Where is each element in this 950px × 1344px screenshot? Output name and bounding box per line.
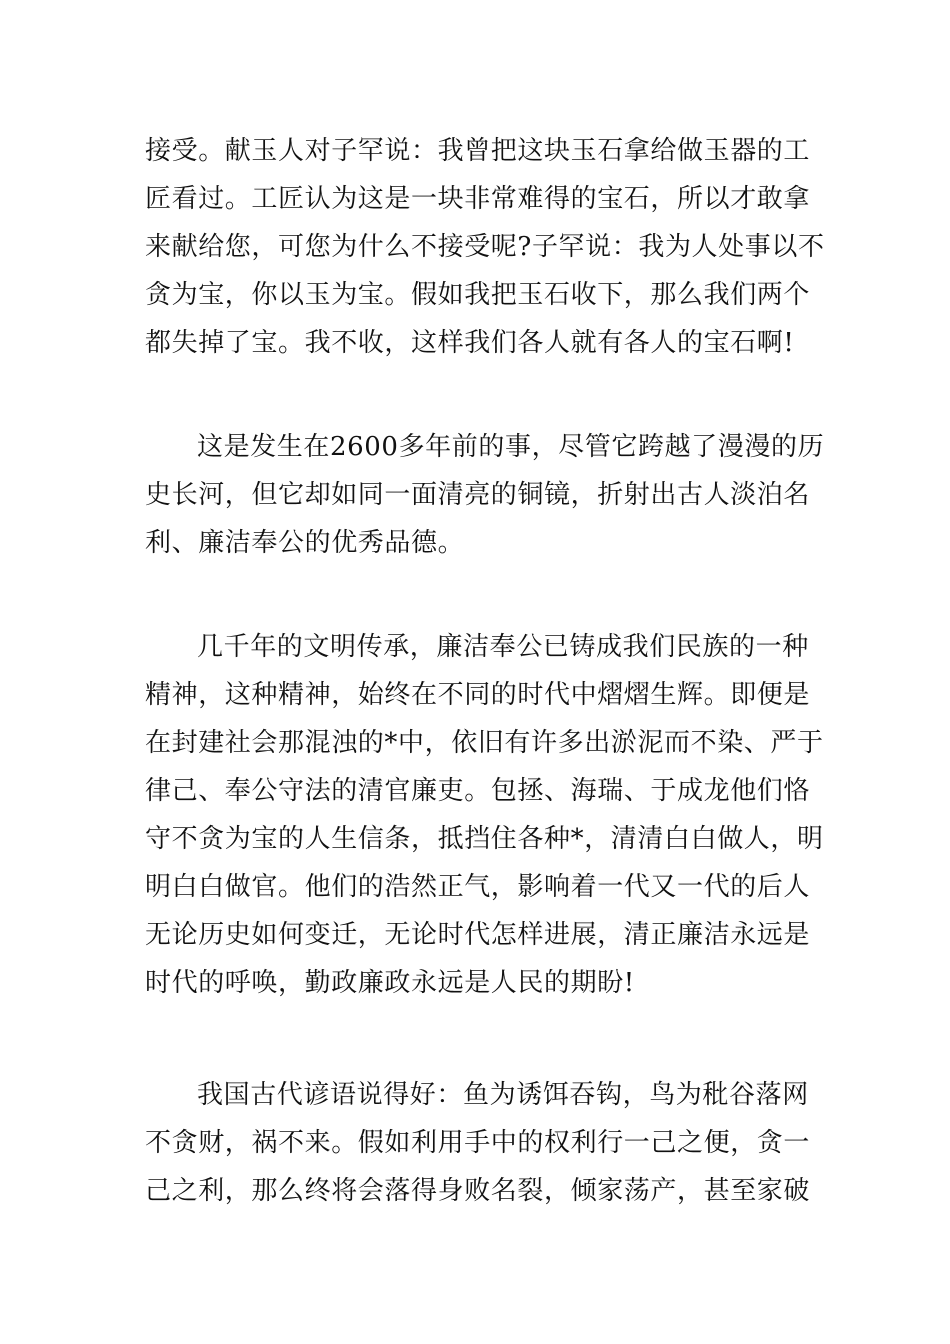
paragraph-1-line-3: 来献给您，可您为什么不接受呢?子罕说：我为人处事以不 [145, 232, 825, 262]
paragraph-2-line-3: 利、廉洁奉公的优秀品德。 [145, 528, 465, 558]
paragraph-2-line-2: 史长河，但它却如同一面清亮的铜镜，折射出古人淡泊名 [145, 480, 811, 510]
paragraph-4-line-3: 己之利，那么终将会落得身败名裂，倾家荡产，甚至家破 [145, 1176, 811, 1206]
paragraph-3-line-2: 精神，这种精神，始终在不同的时代中熠熠生辉。即便是 [145, 680, 811, 710]
paragraph-1-line-4: 贪为宝，你以玉为宝。假如我把玉石收下，那么我们两个 [145, 280, 811, 310]
paragraph-3-line-4: 律己、奉公守法的清官廉吏。包拯、海瑞、于成龙他们恪 [145, 776, 811, 806]
paragraph-4-line-2: 不贪财，祸不来。假如利用手中的权利行一己之便，贪一 [145, 1128, 811, 1158]
paragraph-2-line-1: 这是发生在2600多年前的事，尽管它跨越了漫漫的历 [197, 432, 825, 462]
paragraph-1-line-5: 都失掉了宝。我不收，这样我们各人就有各人的宝石啊! [145, 328, 795, 358]
paragraph-4-line-1: 我国古代谚语说得好：鱼为诱饵吞钩，鸟为秕谷落网 [197, 1080, 809, 1110]
paragraph-3-line-8: 时代的呼唤，勤政廉政永远是人民的期盼! [145, 968, 635, 998]
paragraph-1-line-1: 接受。献玉人对子罕说：我曾把这块玉石拿给做玉器的工 [145, 136, 811, 166]
paragraph-3-line-1: 几千年的文明传承，廉洁奉公已铸成我们民族的一种 [197, 632, 809, 662]
paragraph-3-line-3: 在封建社会那混浊的*中，依旧有许多出淤泥而不染、严于 [145, 728, 824, 758]
paragraph-3-line-5: 守不贪为宝的人生信条，抵挡住各种*，清清白白做人，明 [145, 824, 824, 854]
paragraph-1-line-2: 匠看过。工匠认为这是一块非常难得的宝石，所以才敢拿 [145, 184, 811, 214]
paragraph-3-line-7: 无论历史如何变迁，无论时代怎样进展，清正廉洁永远是 [145, 920, 811, 950]
paragraph-3-line-6: 明白白做官。他们的浩然正气，影响着一代又一代的后人 [145, 872, 811, 902]
